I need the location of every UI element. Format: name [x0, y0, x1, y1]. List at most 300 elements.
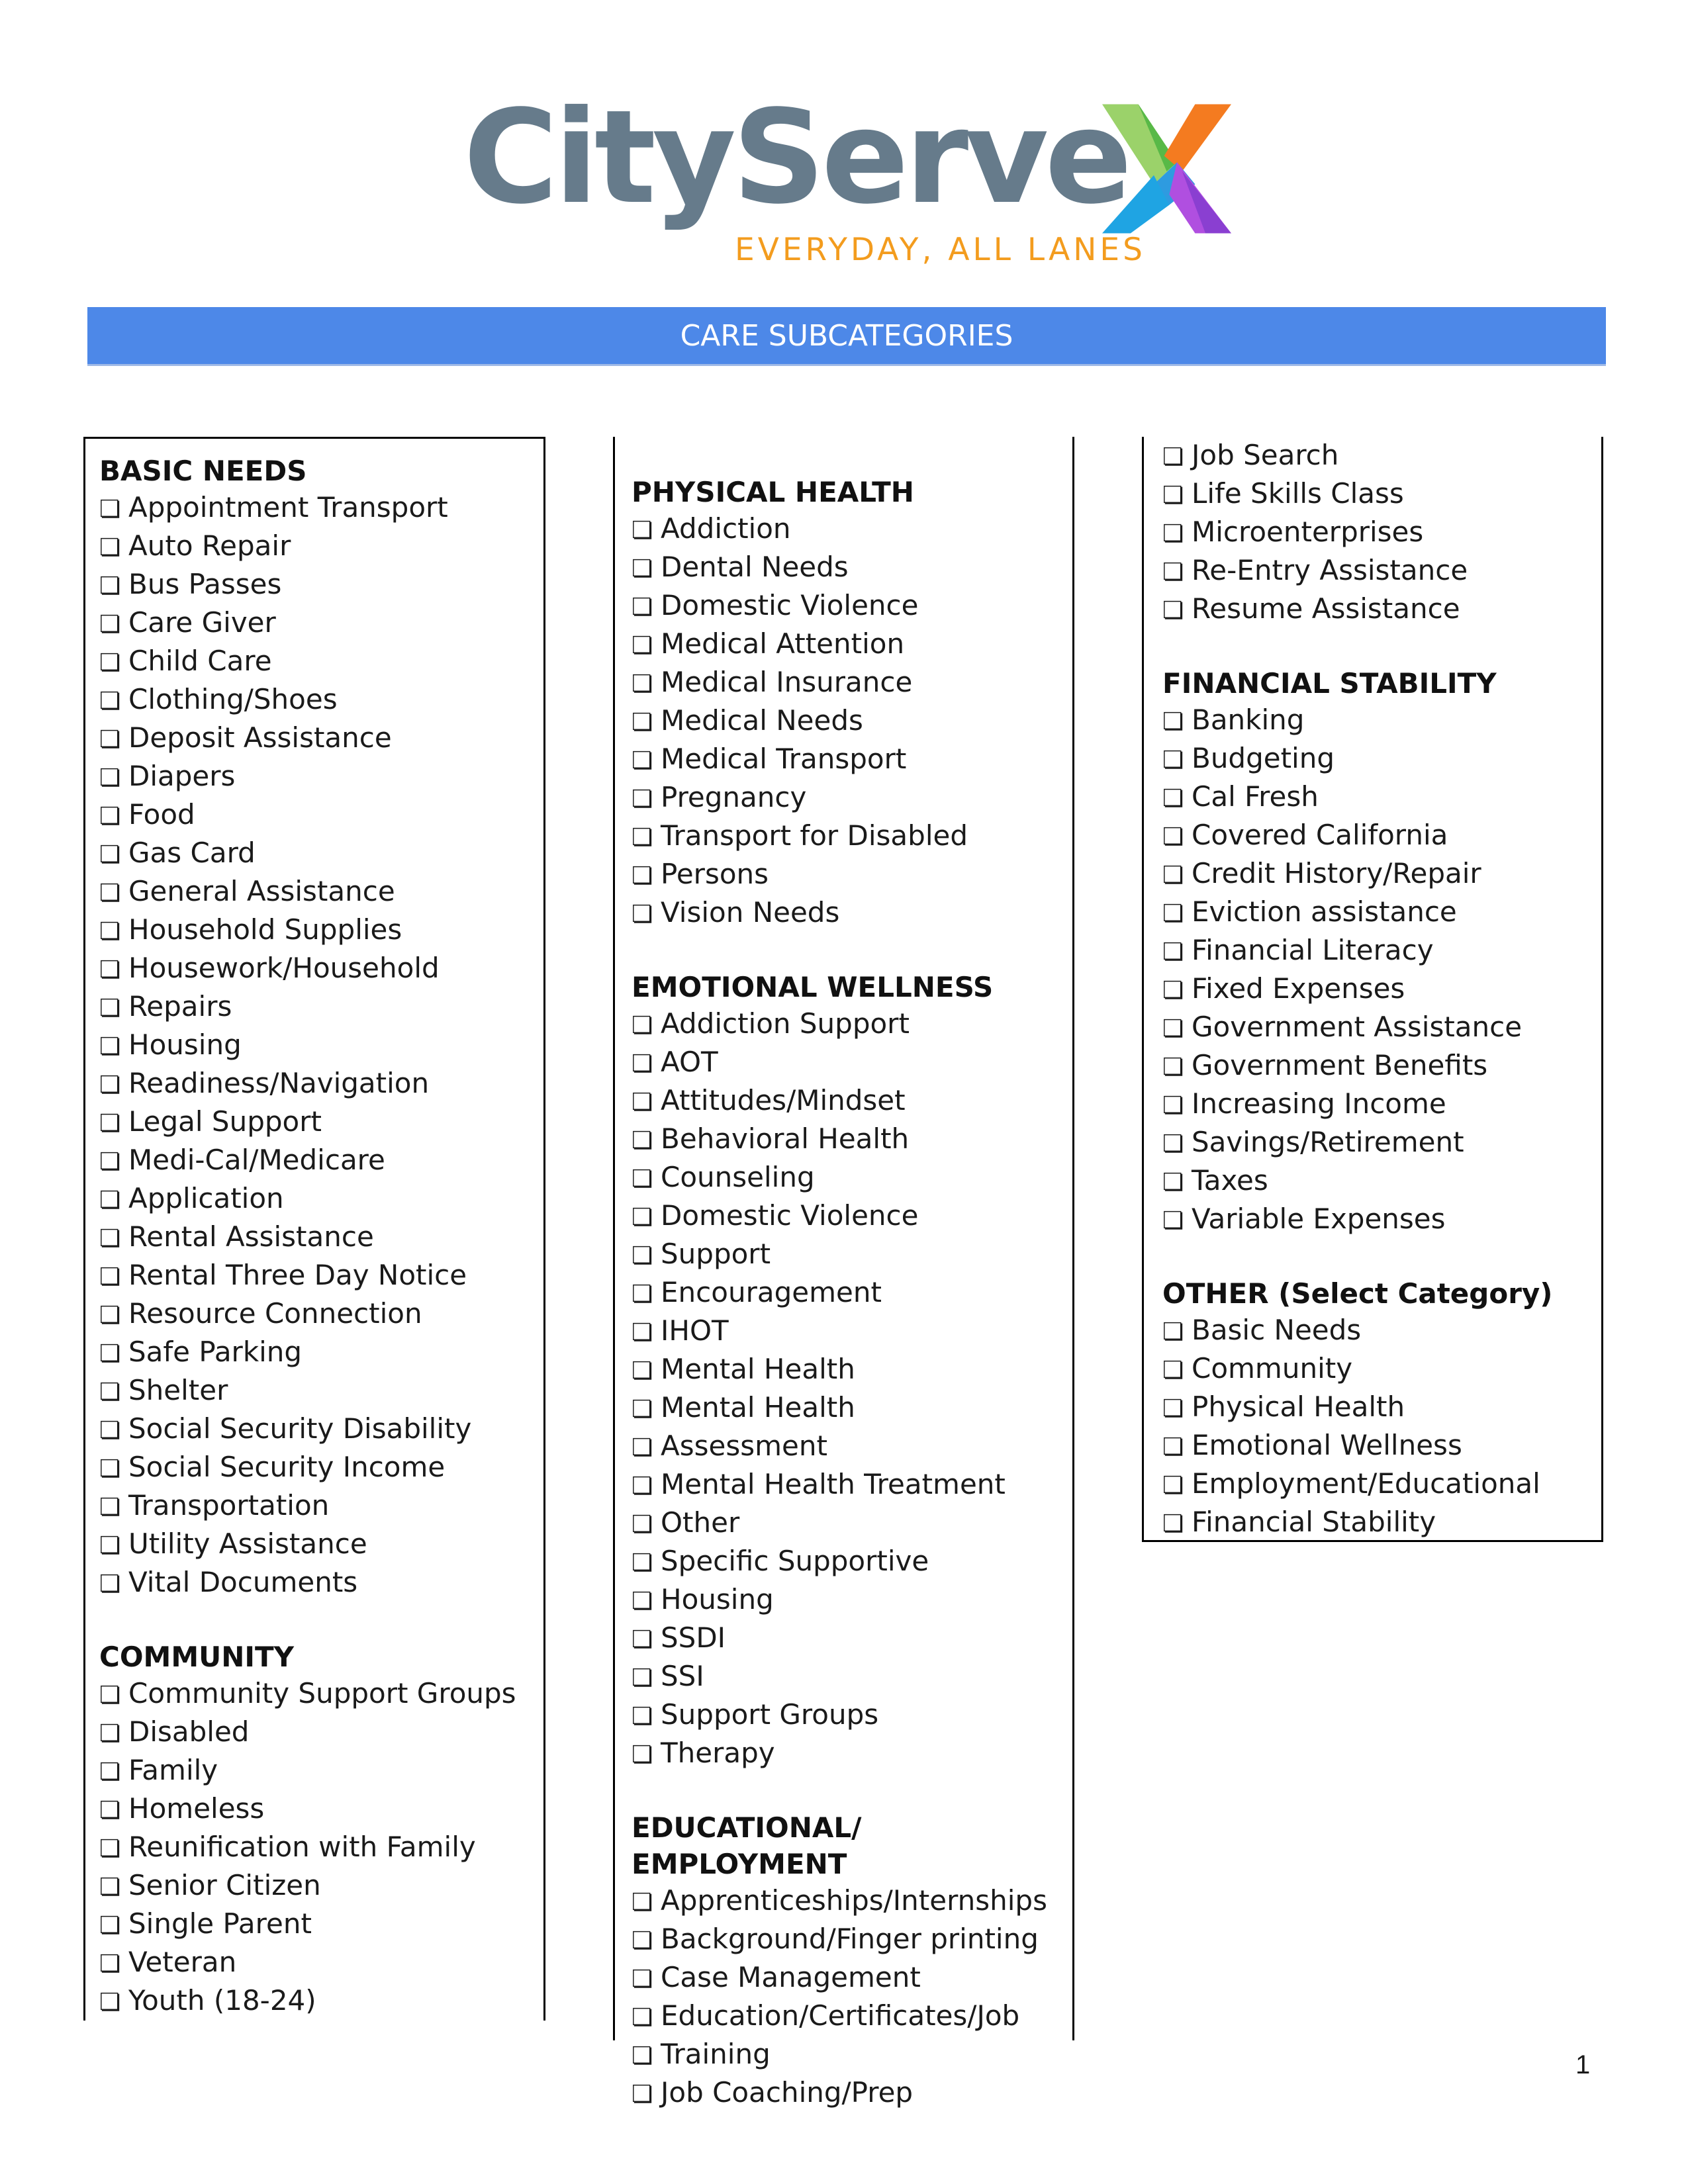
checkbox-icon[interactable]: ❏ [99, 1225, 121, 1252]
section-spacer [632, 933, 1047, 969]
checkbox-icon[interactable]: ❏ [99, 956, 121, 983]
checkbox-label: Addiction [661, 512, 791, 545]
checkbox-icon[interactable]: ❏ [99, 1682, 121, 1709]
checkbox-icon[interactable]: ❏ [1162, 482, 1184, 509]
checkbox-item[interactable] [99, 835, 516, 873]
checkbox-item[interactable] [632, 1005, 1047, 1044]
col3-right-border [1601, 437, 1603, 1542]
checkbox-icon[interactable]: ❏ [632, 1889, 653, 1916]
checkbox-icon[interactable]: ❏ [99, 1912, 121, 1939]
checkbox-icon[interactable]: ❏ [632, 1664, 653, 1692]
checkbox-icon[interactable]: ❏ [99, 1033, 121, 1060]
checkbox-item[interactable] [1162, 932, 1553, 970]
logo [463, 82, 1231, 271]
checkbox-label: SSDI [661, 1621, 726, 1654]
checkbox-icon[interactable]: ❏ [632, 1357, 653, 1385]
checkbox-item[interactable] [632, 587, 1047, 625]
checkbox-icon[interactable]: ❏ [99, 1797, 121, 1824]
checkbox-label: Medi-Cal/Medicare [128, 1144, 385, 1176]
checkbox-item[interactable] [1162, 1201, 1553, 1239]
checkbox-icon[interactable]: ❏ [632, 1741, 653, 1768]
checkbox-icon[interactable]: ❏ [99, 611, 121, 638]
checkbox-item[interactable] [99, 604, 516, 643]
checkbox-label: Pregnancy [661, 781, 807, 813]
col2-left-border [613, 437, 615, 2040]
checkbox-item[interactable] [632, 664, 1047, 702]
checkbox-item[interactable] [632, 2036, 1047, 2074]
checkbox-icon[interactable]: ❏ [1162, 823, 1184, 850]
checkbox-item[interactable] [1162, 590, 1553, 629]
checkbox-label: Care Giver [128, 606, 276, 639]
checkbox-icon[interactable]: ❏ [1162, 1357, 1184, 1384]
checkbox-icon[interactable]: ❏ [99, 1494, 121, 1521]
checkbox-item[interactable] [1162, 817, 1553, 855]
checkbox-item[interactable] [632, 1959, 1047, 1997]
checkbox-item[interactable] [99, 719, 516, 758]
checkbox-label: Support Groups [661, 1698, 879, 1731]
checkbox-icon[interactable]: ❏ [99, 1989, 121, 2016]
section-heading-community: COMMUNITY [99, 1641, 295, 1673]
checkbox-item[interactable] [632, 1120, 1047, 1159]
checkbox-icon[interactable]: ❏ [99, 1071, 121, 1099]
checkbox-label: Resume Assistance [1192, 592, 1460, 625]
checkbox-item[interactable] [1162, 552, 1553, 590]
checkbox-icon[interactable]: ❏ [632, 1127, 653, 1154]
checkbox-label: Vision Needs [661, 896, 840, 929]
checkbox-icon[interactable]: ❏ [99, 1720, 121, 1747]
checkbox-label: Household Supplies [128, 913, 402, 946]
checkbox-label: Government Benefits [1192, 1049, 1488, 1081]
checkbox-label: Background/Finger printing [661, 1923, 1039, 1955]
checkbox-icon[interactable]: ❏ [632, 901, 653, 928]
checkbox-label: Appointment Transport [128, 491, 448, 523]
checkbox-item[interactable] [1162, 778, 1553, 817]
col1-right-border [543, 437, 545, 2021]
section-heading-basic-needs: BASIC NEEDS [99, 455, 307, 487]
checkbox-label: Variable Expenses [1192, 1203, 1446, 1235]
checkbox-label: Medical Insurance [661, 666, 913, 698]
checkbox-item[interactable] [99, 911, 516, 950]
checkbox-label: Employment/Educational [1192, 1467, 1540, 1500]
checkbox-label: Budgeting [1192, 742, 1335, 774]
checkbox-item[interactable] [632, 779, 1047, 817]
checkbox-item[interactable] [99, 1675, 516, 1713]
checkbox-icon[interactable]: ❏ [1162, 1169, 1184, 1196]
checkbox-label: Clothing/Shoes [128, 683, 338, 715]
checkbox-item[interactable] [632, 625, 1047, 664]
checkbox-label: Domestic Violence [661, 589, 919, 621]
checkbox-label: Legal Support [128, 1105, 322, 1138]
column-3 [1162, 437, 1553, 1542]
checkbox-icon[interactable]: ❏ [632, 2004, 653, 2031]
checkbox-item[interactable] [632, 1882, 1047, 1921]
checkbox-icon[interactable]: ❏ [99, 995, 121, 1022]
checkbox-icon[interactable]: ❏ [1162, 1015, 1184, 1042]
checkbox-icon[interactable]: ❏ [1162, 1207, 1184, 1234]
checkbox-item[interactable] [1162, 475, 1553, 514]
checkbox-item[interactable] [632, 1466, 1047, 1504]
checkbox-icon[interactable]: ❏ [99, 726, 121, 753]
checkbox-icon[interactable]: ❏ [99, 1110, 121, 1137]
checkbox-item[interactable] [632, 741, 1047, 779]
checkbox-icon[interactable]: ❏ [99, 1874, 121, 1901]
checkbox-label: Cal Fresh [1192, 780, 1319, 813]
checkbox-icon[interactable]: ❏ [99, 880, 121, 907]
checkbox-item[interactable] [99, 1790, 516, 1829]
checkbox-label: Specific Supportive [661, 1545, 929, 1577]
checkbox-icon[interactable]: ❏ [1162, 708, 1184, 735]
checkbox-icon[interactable]: ❏ [632, 670, 653, 698]
checkbox-item[interactable] [1162, 1350, 1553, 1388]
checkbox-label: Diapers [128, 760, 236, 792]
page-number: 1 [1575, 2050, 1591, 2079]
checkbox-icon[interactable]: ❏ [99, 1455, 121, 1482]
checkbox-item[interactable] [99, 1905, 516, 1944]
checkbox-label: Job Search [1192, 439, 1339, 471]
checkbox-label: Financial Stability [1192, 1506, 1436, 1538]
checkbox-item[interactable] [632, 856, 1047, 894]
checkbox-label: Financial Literacy [1192, 934, 1434, 966]
checkbox-icon[interactable]: ❏ [632, 1473, 653, 1500]
checkbox-icon[interactable]: ❏ [1162, 862, 1184, 889]
checkbox-icon[interactable]: ❏ [99, 534, 121, 561]
checkbox-item[interactable] [632, 1997, 1047, 2036]
section-heading-emotional-wellness: EMOTIONAL WELLNESS [632, 971, 994, 1003]
section-spacer [99, 1602, 516, 1639]
checkbox-icon[interactable]: ❏ [632, 2081, 653, 2108]
checkbox-label: Medical Needs [661, 704, 863, 737]
checkbox-item[interactable] [632, 1082, 1047, 1120]
checkbox-label: Apprenticeships/Internships [661, 1884, 1047, 1917]
checkbox-icon[interactable]: ❏ [632, 824, 653, 851]
section-spacer [632, 1773, 1047, 1809]
checkbox-item[interactable] [99, 1752, 516, 1790]
checkbox-item[interactable] [1162, 1085, 1553, 1124]
checkbox-label: Single Parent [128, 1907, 312, 1940]
section-heading-educational: EDUCATIONAL/ [632, 1811, 862, 1844]
checkbox-item[interactable] [1162, 702, 1553, 740]
checkbox-icon[interactable]: ❏ [632, 747, 653, 774]
col3-left-border [1142, 437, 1144, 1542]
checkbox-icon[interactable]: ❏ [632, 1434, 653, 1461]
checkbox-item[interactable] [1162, 970, 1553, 1009]
col2-right-border [1072, 437, 1074, 2040]
checkbox-item[interactable] [99, 1944, 516, 1982]
checkbox-item[interactable] [632, 1351, 1047, 1389]
col1-left-border [83, 437, 85, 2021]
checkbox-icon[interactable]: ❏ [632, 1966, 653, 1993]
checkbox-icon[interactable]: ❏ [99, 803, 121, 830]
checkbox-label: Emotional Wellness [1192, 1429, 1462, 1461]
checkbox-item[interactable] [99, 1982, 516, 2021]
checkbox-item[interactable] [99, 1218, 516, 1257]
checkbox-icon[interactable]: ❏ [632, 1050, 653, 1077]
checkbox-label: Child Care [128, 645, 272, 677]
checkbox-item[interactable] [632, 549, 1047, 587]
checkbox-label: Social Security Income [128, 1451, 445, 1483]
checkbox-icon[interactable]: ❏ [99, 1835, 121, 1862]
checkbox-item[interactable] [632, 1696, 1047, 1735]
checkbox-icon[interactable]: ❏ [99, 496, 121, 523]
checkbox-item[interactable] [99, 950, 516, 988]
checkbox-label: Increasing Income [1192, 1087, 1446, 1120]
checkbox-icon[interactable]: ❏ [1162, 938, 1184, 966]
checkbox-label: Housework/Household [128, 952, 440, 984]
checkbox-label: Encouragement [661, 1276, 882, 1308]
checkbox-label: Training [661, 2038, 771, 2070]
checkbox-item[interactable] [632, 1312, 1047, 1351]
checkbox-icon[interactable]: ❏ [1162, 1092, 1184, 1119]
checkbox-icon[interactable]: ❏ [632, 862, 653, 889]
checkbox-item[interactable] [1162, 1124, 1553, 1162]
checkbox-label: Medical Transport [661, 743, 907, 775]
checkbox-icon[interactable]: ❏ [99, 1417, 121, 1444]
checkbox-item[interactable] [99, 1410, 516, 1449]
checkbox-label: Senior Citizen [128, 1869, 321, 1901]
checkbox-label: Reunification with Family [128, 1831, 476, 1863]
checkbox-icon[interactable]: ❏ [1162, 1472, 1184, 1499]
checkbox-icon[interactable]: ❏ [632, 1281, 653, 1308]
checkbox-item[interactable] [99, 988, 516, 1026]
checkbox-icon[interactable]: ❏ [632, 1703, 653, 1730]
checkbox-item[interactable] [1162, 1312, 1553, 1350]
logo-tagline: EVERYDAY, ALL LANES [735, 232, 1146, 268]
section-spacer [1162, 1239, 1553, 1275]
checkbox-item[interactable] [1162, 1009, 1553, 1047]
checkbox-item[interactable] [1162, 514, 1553, 552]
checkbox-item[interactable] [632, 1428, 1047, 1466]
checkbox-item[interactable] [99, 1180, 516, 1218]
checkbox-icon[interactable]: ❏ [1162, 785, 1184, 812]
checkbox-icon[interactable]: ❏ [632, 1204, 653, 1231]
checkbox-label: Taxes [1192, 1164, 1268, 1197]
checkbox-label: Job Coaching/Prep [661, 2076, 914, 2109]
checkbox-icon[interactable]: ❏ [1162, 1054, 1184, 1081]
checkbox-label: Youth (18-24) [128, 1984, 316, 2017]
checkbox-label: Covered California [1192, 819, 1448, 851]
checkbox-label: Credit History/Repair [1192, 857, 1481, 889]
column-2 [632, 474, 1047, 2113]
checkbox-icon[interactable]: ❏ [632, 1588, 653, 1615]
checkbox-label: Safe Parking [128, 1336, 303, 1368]
checkbox-item[interactable] [1162, 1427, 1553, 1465]
checkbox-label: Savings/Retirement [1192, 1126, 1464, 1158]
checkbox-icon[interactable]: ❏ [99, 1570, 121, 1598]
checkbox-item[interactable] [99, 489, 516, 527]
checkbox-item[interactable] [99, 1334, 516, 1372]
checkbox-label: Shelter [128, 1374, 228, 1406]
section-heading-employment: EMPLOYMENT [632, 1848, 847, 1880]
checkbox-label: Gas Card [128, 837, 256, 869]
checkbox-item[interactable] [632, 1274, 1047, 1312]
checkbox-label: Assessment [661, 1430, 827, 1462]
checkbox-icon[interactable]: ❏ [1162, 597, 1184, 624]
checkbox-item[interactable] [632, 894, 1047, 933]
checkbox-item[interactable] [99, 1142, 516, 1180]
checkbox-label: Family [128, 1754, 218, 1786]
checkbox-label: Government Assistance [1192, 1011, 1523, 1043]
checkbox-item[interactable] [99, 527, 516, 566]
checkbox-icon[interactable]: ❏ [632, 1927, 653, 1954]
checkbox-icon[interactable]: ❏ [99, 764, 121, 792]
checkbox-icon[interactable]: ❏ [1162, 1130, 1184, 1158]
checkbox-label: Counseling [661, 1161, 815, 1193]
checkbox-icon[interactable]: ❏ [632, 709, 653, 736]
checkbox-item[interactable] [632, 817, 1047, 856]
checkbox-item[interactable] [99, 1065, 516, 1103]
checkbox-item[interactable] [632, 1658, 1047, 1696]
checkbox-label: Domestic Violence [661, 1199, 919, 1232]
checkbox-item[interactable] [99, 1487, 516, 1525]
checkbox-item[interactable] [632, 1543, 1047, 1581]
checkbox-item[interactable] [99, 1295, 516, 1334]
checkbox-item[interactable] [632, 1921, 1047, 1959]
checkbox-icon[interactable]: ❏ [1162, 747, 1184, 774]
checkbox-label: Rental Three Day Notice [128, 1259, 467, 1291]
checkbox-item[interactable] [99, 1867, 516, 1905]
checkbox-icon[interactable]: ❏ [632, 1012, 653, 1039]
checkbox-item[interactable] [1162, 855, 1553, 893]
checkbox-label: Case Management [661, 1961, 921, 1993]
checkbox-icon[interactable]: ❏ [1162, 1433, 1184, 1461]
checkbox-item[interactable] [632, 1159, 1047, 1197]
checkbox-label: Fixed Expenses [1192, 972, 1405, 1005]
checkbox-item[interactable] [1162, 1162, 1553, 1201]
checkbox-icon[interactable]: ❏ [99, 1148, 121, 1175]
checkbox-label: Transportation [128, 1489, 330, 1522]
checkbox-item[interactable] [632, 1236, 1047, 1274]
checkbox-icon[interactable]: ❏ [632, 2042, 653, 2070]
checkbox-icon[interactable]: ❏ [99, 1950, 121, 1978]
checkbox-icon[interactable]: ❏ [632, 555, 653, 582]
checkbox-icon[interactable]: ❏ [99, 1340, 121, 1367]
checkbox-icon[interactable]: ❏ [99, 688, 121, 715]
checkbox-icon[interactable]: ❏ [632, 1511, 653, 1538]
checkbox-label: Mental Health [661, 1353, 855, 1385]
checkbox-icon[interactable]: ❏ [632, 517, 653, 544]
checkbox-icon[interactable]: ❏ [632, 1242, 653, 1269]
checkbox-item[interactable] [99, 681, 516, 719]
checkbox-label: Homeless [128, 1792, 265, 1825]
checkbox-icon[interactable]: ❏ [99, 1379, 121, 1406]
checkbox-item[interactable] [632, 1044, 1047, 1082]
col1-top-border [83, 437, 545, 439]
checkbox-label: Re-Entry Assistance [1192, 554, 1468, 586]
checkbox-icon[interactable]: ❏ [99, 1532, 121, 1559]
checkbox-icon[interactable]: ❏ [99, 1302, 121, 1329]
checkbox-icon[interactable]: ❏ [632, 786, 653, 813]
checkbox-label: Resource Connection [128, 1297, 422, 1330]
checkbox-icon[interactable]: ❏ [632, 1319, 653, 1346]
checkbox-item[interactable] [99, 1829, 516, 1867]
checkbox-item[interactable] [99, 1713, 516, 1752]
checkbox-item[interactable] [99, 1257, 516, 1295]
checkbox-icon[interactable]: ❏ [99, 572, 121, 600]
checkbox-label: General Assistance [128, 875, 395, 907]
checkbox-icon[interactable]: ❏ [1162, 1510, 1184, 1537]
checkbox-item[interactable] [99, 566, 516, 604]
checkbox-label: Housing [128, 1028, 242, 1061]
checkbox-item[interactable] [632, 510, 1047, 549]
checkbox-label: Food [128, 798, 195, 831]
checkbox-item[interactable] [632, 1735, 1047, 1773]
checkbox-icon[interactable]: ❏ [99, 1758, 121, 1786]
checkbox-icon[interactable]: ❏ [1162, 1318, 1184, 1345]
checkbox-item[interactable] [632, 1619, 1047, 1658]
checkbox-item[interactable] [632, 702, 1047, 741]
checkbox-item[interactable] [99, 1103, 516, 1142]
checkbox-icon[interactable]: ❏ [1162, 1395, 1184, 1422]
checkbox-icon[interactable]: ❏ [1162, 900, 1184, 927]
checkbox-item[interactable] [632, 1504, 1047, 1543]
checkbox-item[interactable] [99, 1525, 516, 1564]
checkbox-item[interactable] [99, 758, 516, 796]
checkbox-icon[interactable]: ❏ [632, 1549, 653, 1576]
checkbox-icon[interactable]: ❏ [632, 1165, 653, 1193]
checkbox-item[interactable] [632, 1389, 1047, 1428]
checkbox-item[interactable] [99, 1026, 516, 1065]
checkbox-item[interactable] [632, 2074, 1047, 2113]
checkbox-icon[interactable]: ❏ [632, 594, 653, 621]
checkbox-icon[interactable]: ❏ [99, 649, 121, 676]
checkbox-icon[interactable]: ❏ [632, 632, 653, 659]
checkbox-icon[interactable]: ❏ [99, 1263, 121, 1291]
checkbox-icon[interactable]: ❏ [99, 918, 121, 945]
checkbox-item[interactable] [1162, 1465, 1553, 1504]
checkbox-label: Life Skills Class [1192, 477, 1404, 510]
checkbox-icon[interactable]: ❏ [1162, 443, 1184, 471]
checkbox-label: Readiness/Navigation [128, 1067, 430, 1099]
checkbox-icon[interactable]: ❏ [99, 1187, 121, 1214]
checkbox-label: Auto Repair [128, 529, 291, 562]
checkbox-label: Basic Needs [1192, 1314, 1362, 1346]
checkbox-label: Deposit Assistance [128, 721, 392, 754]
checkbox-item[interactable] [1162, 1047, 1553, 1085]
checkbox-icon[interactable]: ❏ [1162, 977, 1184, 1004]
checkbox-label: Application [128, 1182, 284, 1214]
checkbox-item[interactable] [99, 873, 516, 911]
checkbox-item[interactable] [632, 1581, 1047, 1619]
checkbox-label: Therapy [661, 1737, 775, 1769]
checkbox-icon[interactable]: ❏ [632, 1396, 653, 1423]
checkbox-label: Utility Assistance [128, 1527, 367, 1560]
checkbox-item[interactable] [1162, 1504, 1553, 1542]
checkbox-icon[interactable]: ❏ [1162, 520, 1184, 547]
checkbox-item[interactable] [1162, 1388, 1553, 1427]
checkbox-label: Medical Attention [661, 627, 905, 660]
checkbox-icon[interactable]: ❏ [1162, 559, 1184, 586]
checkbox-item[interactable] [99, 1564, 516, 1602]
multicolor-x-logo-icon [1102, 103, 1231, 235]
checkbox-label: AOT [661, 1046, 718, 1078]
checkbox-item[interactable] [632, 1197, 1047, 1236]
checkbox-label: Dental Needs [661, 551, 849, 583]
checkbox-icon[interactable]: ❏ [99, 841, 121, 868]
column-1 [99, 453, 516, 2021]
checkbox-label: Support [661, 1238, 771, 1270]
checkbox-item[interactable] [1162, 437, 1553, 475]
checkbox-icon[interactable]: ❏ [632, 1626, 653, 1653]
checkbox-item[interactable] [99, 1372, 516, 1410]
checkbox-label: Banking [1192, 704, 1305, 736]
checkbox-item[interactable] [1162, 740, 1553, 778]
checkbox-item[interactable] [1162, 893, 1553, 932]
checkbox-icon[interactable]: ❏ [632, 1089, 653, 1116]
checkbox-item[interactable] [99, 796, 516, 835]
section-banner [87, 307, 1606, 366]
checkbox-item[interactable] [99, 1449, 516, 1487]
checkbox-item[interactable] [99, 643, 516, 681]
